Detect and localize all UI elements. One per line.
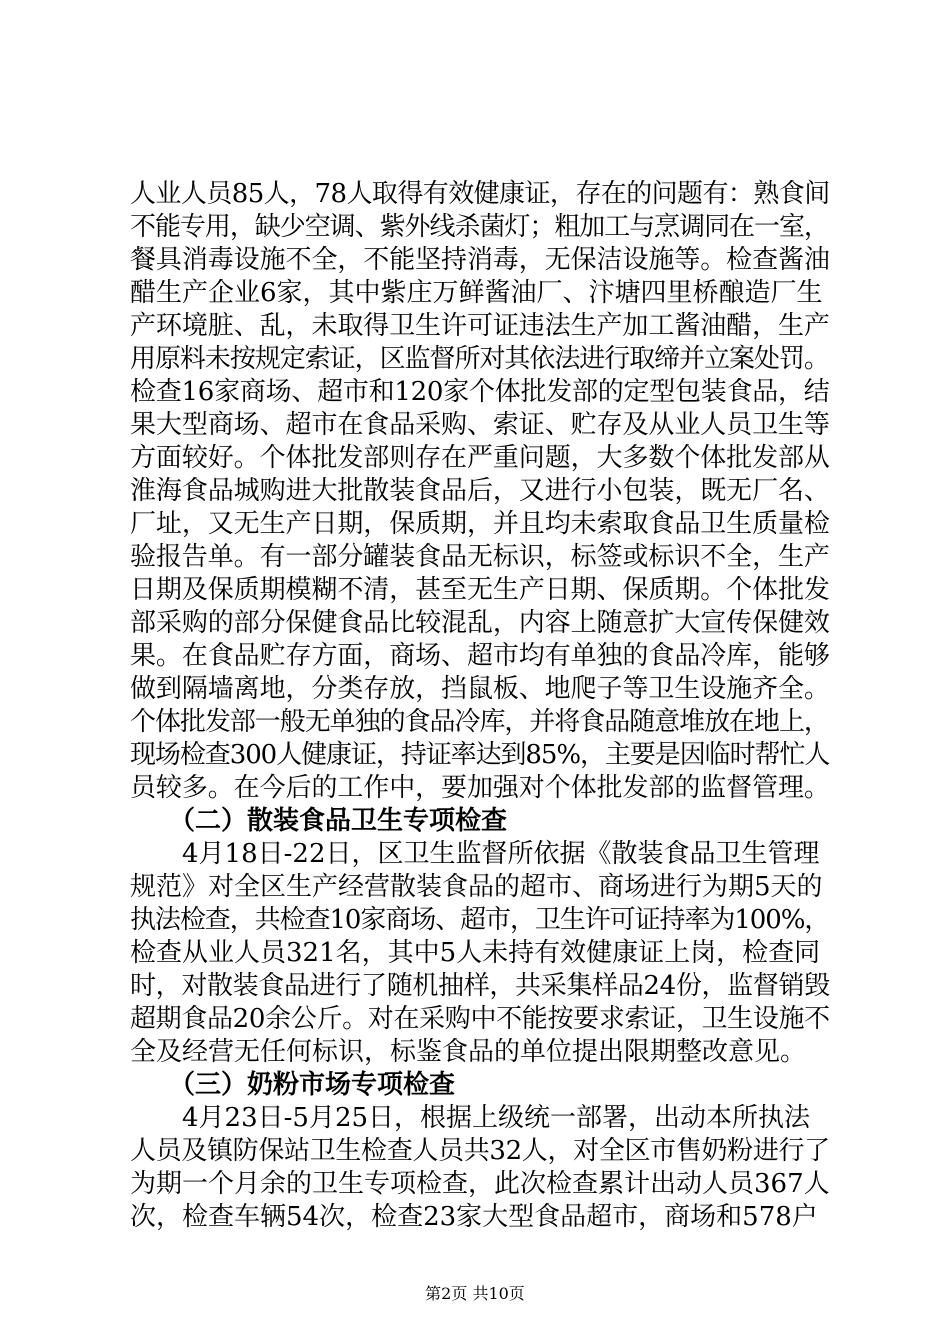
section-heading: （二）散装食品卫生专项检查 xyxy=(130,806,508,836)
body-line: 为期一个月余的卫生专项检查，此次检查累计出动人员367人 xyxy=(130,1169,830,1199)
body-line: 日期及保质期模糊不清，甚至无生产日期、保质期。个体批发 xyxy=(130,575,830,605)
body-line: 产环境脏、乱，未取得卫生许可证违法生产加工酱油醋，生产 xyxy=(130,311,830,341)
body-line: 淮海食品城购进大批散装食品后，又进行小包装，既无厂名、 xyxy=(130,476,830,506)
body-line: 人业人员85人，78人取得有效健康证，存在的问题有：熟食间 xyxy=(130,179,830,209)
body-line: 现场检查300人健康证，持证率达到85%，主要是因临时帮忙人 xyxy=(130,740,830,770)
body-line: 4月23日-5月25日，根据上级统一部署，出动本所执法 xyxy=(130,1103,811,1133)
body-line: 个体批发部一般无单独的食品冷库，并将食品随意堆放在地上， xyxy=(130,707,829,737)
body-line: 验报告单。有一部分罐装食品无标识，标签或标识不全，生产 xyxy=(130,542,830,572)
body-line: 方面较好。个体批发部则存在严重问题，大多数个体批发部从 xyxy=(130,443,830,473)
body-line: 时，对散装食品进行了随机抽样，共采集样品24份，监督销毁 xyxy=(130,971,830,1001)
body-line: 4月18日-22日，区卫生监督所依据《散装食品卫生管理 xyxy=(130,839,820,869)
body-line: 厂址，又无生产日期，保质期，并且均未索取食品卫生质量检 xyxy=(130,509,830,539)
body-line: 执法检查，共检查10家商场、超市，卫生许可证持率为100%， xyxy=(130,905,830,935)
body-line: 规范》对全区生产经营散装食品的超市、商场进行为期5天的 xyxy=(130,872,823,902)
body-line: 不能专用，缺少空调、紫外线杀菌灯；粗加工与烹调同在一室， xyxy=(130,212,829,242)
body-line: 员较多。在今后的工作中，要加强对个体批发部的监督管理。 xyxy=(130,773,830,803)
body-line: 全及经营无任何标识，标鉴食品的单位提出限期整改意见。 xyxy=(130,1037,807,1067)
body-line: 检查从业人员321名，其中5人未持有效健康证上岗，检查同 xyxy=(130,938,821,968)
body-line: 次，检查车辆54次，检查23家大型食品超市，商场和578户 xyxy=(130,1202,818,1232)
section-heading: （三）奶粉市场专项检查 xyxy=(130,1070,456,1100)
body-line: 部采购的部分保健食品比较混乱，内容上随意扩大宣传保健效 xyxy=(130,608,830,638)
body-line: 醋生产企业6家，其中紫庄万鲜酱油厂、汴塘四里桥酿造厂生 xyxy=(130,278,823,308)
page-number-footer: 第2页 共10页 xyxy=(425,1284,525,1303)
body-line: 果大型商场、超市在食品采购、索证、贮存及从业人员卫生等 xyxy=(130,410,830,440)
body-line: 果。在食品贮存方面，商场、超市均有单独的食品冷库，能够 xyxy=(130,641,830,671)
body-line: 人员及镇防保站卫生检查人员共32人，对全区市售奶粉进行了 xyxy=(130,1136,830,1166)
body-line: 用原料未按规定索证，区监督所对其依法进行取缔并立案处罚。 xyxy=(130,344,829,374)
body-line: 超期食品20余公斤。对在采购中不能按要求索证，卫生设施不 xyxy=(130,1004,830,1034)
body-line: 餐具消毒设施不全，不能坚持消毒，无保洁设施等。检查酱油 xyxy=(130,245,830,275)
body-line: 做到隔墙离地，分类存放，挡鼠板、地爬子等卫生设施齐全。 xyxy=(130,674,830,704)
body-line: 检查16家商场、超市和120家个体批发部的定型包装食品，结 xyxy=(130,377,830,407)
